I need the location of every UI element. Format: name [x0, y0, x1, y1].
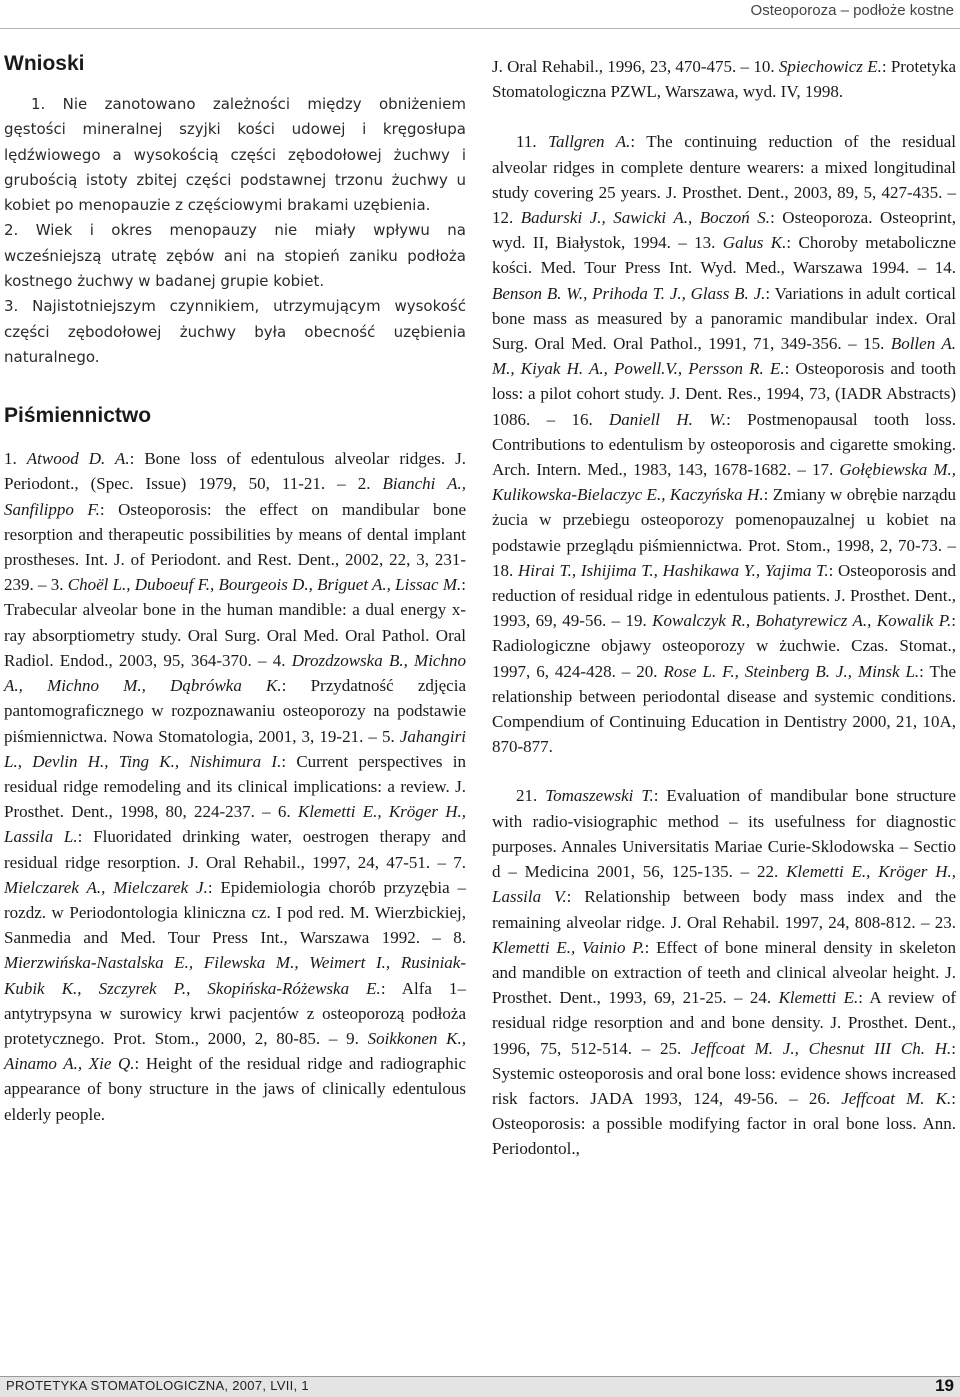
- reference-authors: Jeffcoat M. J., Chesnut III Ch. H.: [691, 1038, 952, 1058]
- reference-authors: Soikkonen K., Ainamo A., Xie Q.: [4, 1028, 466, 1074]
- reference-authors: Tomaszewski T.: [545, 786, 654, 806]
- journal-citation: PROTETYKA STOMATOLOGICZNA, 2007, LVII, 1: [6, 1378, 309, 1393]
- reference-list-left: [4, 446, 466, 1126]
- reference-text: : Radiologiczne objawy osteoporozy w żuchwie. Czas. Stomat., 1997, 6, 424-428. – 20.: [492, 611, 956, 681]
- reference-list-right-end: [492, 783, 956, 1161]
- reference-authors: Klemetti E.: [778, 988, 859, 1008]
- reference-text: : Protetyka Stomatologiczna PZWL, Warszawa, wyd. IV, 1998.: [492, 57, 957, 102]
- reference-authors: Galus K.: [722, 233, 787, 253]
- reference-text: : Current perspectives in residual ridge remodeling and its clinical implications: a review. J. Prosthet. Dent., 1998, 80, 224-237. – 6.: [4, 751, 466, 822]
- conclusion-item: 2. Wiek i okres menopauzy nie miały wpływu na wcześniejszą utratę zębów ani na stopień zaniku podłoża kostnego żuchwy w badanej grupie kobiet.: [4, 221, 466, 291]
- reference-text: : Postmenopausal tooth loss. Contributions to edentulism by osteoporosis and cigarette smoking. Arch. Intern. Med., 1983, 143, 1678-1682. – 17.: [492, 409, 956, 480]
- reference-text: : Effect of bone mineral density in skeleton and mandible on extraction of teeth and clinical alveolar height. J. Prosthet. Dent., 1993, 69, 21-25. – 24.: [492, 937, 956, 1008]
- reference-text: : Osteoporosis and tooth loss: a pilot cohort study. J. Dent. Res., 1994, 73, (IADR Abstracts) 1086. – 16.: [492, 359, 956, 429]
- left-column: [4, 52, 466, 1127]
- reference-authors: Tallgren A.: [548, 132, 631, 152]
- header-divider: [0, 28, 960, 29]
- page-number: 19: [935, 1376, 954, 1395]
- reference-list-continued: [492, 54, 956, 104]
- paragraph-gap: [492, 759, 956, 783]
- reference-text: : The continuing reduction of the residual alveolar ridges in complete denture wearers: a mixed longitudinal study covering 25 years. J. Prosthet. Dent., 2003, 89, 5, 427-435. – 12.: [492, 132, 956, 228]
- reference-text: : Variations in adult cortical bone mass as measured by a panoramic mandibular index. Oral Surg. Oral Med. Oral Pathol., 1991, 71, 349-356. – 15.: [492, 283, 957, 354]
- reference-authors: Klemetti E., Vainio P.: [492, 937, 645, 957]
- reference-text: J. Oral Rehabil., 1996, 23, 470-475. – 10.: [492, 57, 779, 76]
- reference-authors: Benson B. W., Prihoda T. J., Glass B. J.: [492, 283, 766, 303]
- reference-authors: Spiechowicz E.: [778, 57, 882, 76]
- reference-text: : Bone loss of edentulous alveolar ridges. J. Periodont., (Spec. Issue) 1979, 50, 11-21. – 2.: [4, 449, 466, 494]
- conclusions-heading: Wnioski: [4, 52, 85, 75]
- conclusion-item: 3. Najistotniejszym czynnikiem, utrzymującym wysokość części zębodołowej żuchwy była obecność uzębienia naturalnego.: [4, 297, 466, 366]
- right-column: [492, 54, 956, 1162]
- reference-authors: Hirai T., Ishijima T., Hashikawa Y., Yajima T.: [517, 560, 829, 580]
- reference-text: : Przydatność zdjęcia pantomograficznego w rozpoznawaniu osteoporozy na podstawie piśmiennictwa. Nowa Stomatologia, 2001, 3, 19-21. – 5.: [4, 676, 466, 746]
- reference-authors: Drozdzowska B., Michno A., Michno M., Dąbrówka K.: [4, 650, 466, 696]
- literature-heading: Piśmiennictwo: [4, 404, 152, 428]
- running-title: Osteoporoza – podłoże kostne: [750, 2, 954, 19]
- reference-text: : Epidemiologia chorób przyzębia – rozdz. w Periodontologia kliniczna cz. I pod red. M. Wierzbickiej, Sanmedia and Med. Tour Press Int., Warszawa 1992. – 8.: [4, 877, 467, 948]
- reference-authors: Daniell H. W.: [609, 409, 727, 429]
- reference-authors: Bollen A. M., Kiyak H. A., Powell.V., Persson R. E.: [492, 334, 956, 379]
- reference-authors: Mielczarek A., Mielczarek J.: [4, 877, 208, 897]
- reference-text: : Osteoporosis: the effect on mandibular bone resorption and therapeutic possibilities by means of dental implant prostheses. Int. J. of Periodont. and Rest. Dent., 2002, 22, 3, 231-239. – 3.: [4, 499, 466, 595]
- reference-text: : Height of the residual ridge and radiographic appearance of bony structure in the jaws of clinically edentulous elderly people.: [4, 1054, 466, 1124]
- conclusion-item: 1. Nie zanotowano zależności między obniżeniem gęstości mineralnej szyjki kości udowej i kręgosłupa lędźwiowego a wysokością części zębodołowej żuchwy i grubością istoty zbitej części podstawnej trzonu żuchwy u kobiet po menopauzie z częściowymi brakami uzębienia.: [4, 95, 466, 215]
- reference-text: : Osteoporosis: a possible modifying factor in oral bone loss. Ann. Periodontol.,: [492, 1088, 956, 1159]
- reference-authors: Jahangiri L., Devlin H., Ting K., Nishimura I.: [4, 726, 466, 771]
- reference-text: : The relationship between periodontal disease and systemic conditions. Compendium of Continuing Education in Dentistry 2000, 21, 10A, 870-877.: [492, 661, 956, 757]
- reference-authors: Kowalczyk R., Bohatyrewicz A., Kowalik P.: [652, 611, 952, 631]
- reference-list-right: [492, 129, 956, 759]
- reference-text: : Relationship between body mass index and the remaining alveolar ridge. J. Oral Rehabil. 1997, 24, 808-812. – 23.: [492, 887, 957, 932]
- reference-text: 11.: [516, 132, 549, 152]
- reference-text: : Choroby metaboliczne kości. Med. Tour Press Int. Wyd. Med., Warszawa 1994. – 14.: [492, 233, 956, 278]
- reference-authors: Jeffcoat M. K.: [841, 1088, 952, 1108]
- reference-text: : Osteoporosis and reduction of residual ridge in edentulous patients. J. Prosthet. Dent., 1993, 69, 49-56. – 19.: [492, 560, 957, 631]
- paragraph-gap: [492, 104, 956, 129]
- reference-authors: Mierzwińska-Nastalska E., Filewska M., Weimert I., Rusiniak-Kubik K., Szczyrek P., Skopińska-Różewska E.: [4, 953, 466, 998]
- reference-authors: Atwood D. A.: [26, 449, 130, 469]
- reference-authors: Klemetti E., Kröger H., Lassila L.: [4, 802, 466, 847]
- reference-text: : Zmiany w obrębie narządu żucia w przebiegu osteoporozy pomenopauzalnej u kobiet na podstawie przeglądu piśmiennictwa. Prot. Stom., 1998, 2, 70-73. – 18.: [492, 485, 956, 580]
- reference-authors: Klemetti E., Kröger H., Lassila V.: [492, 862, 956, 907]
- reference-text: : Osteoporoza. Osteoprint, wyd. II, Białystok, 1994. – 13.: [492, 208, 957, 253]
- reference-authors: Badurski J., Sawicki A., Boczoń S.: [520, 208, 771, 228]
- reference-text: : Alfa 1– antytrypsyna w surowicy krwi pacjentów z osteoporozą podłoża protetycznego. Prot. Stom., 2000, 2, 80-85. – 9.: [4, 978, 467, 1048]
- reference-authors: Rose L. F., Steinberg B. J., Minsk L.: [663, 661, 920, 681]
- reference-text: : Systemic osteoporosis and oral bone loss: evidence shows increased risk factors. JADA 1993, 124, 49-56. – 26.: [492, 1038, 956, 1108]
- reference-text: 21.: [516, 786, 546, 806]
- reference-text: : Evaluation of mandibular bone structure with radio-visiographic method – its usefulness for diagnostic purposes. Annales Universitatis Mariae Curie-Sklodowska – Sectio d – Medicina 2001, 56, 125-135. – 22.: [492, 786, 956, 882]
- reference-text: 1.: [4, 449, 27, 469]
- reference-text: : A review of residual ridge resorption and and bone density. J. Prosthet. Dent., 1996, 75, 512-514. – 25.: [492, 988, 957, 1058]
- reference-text: : Trabecular alveolar bone in the human mandible: a dual energy x-ray absorptiometry study. Oral Surg. Oral Med. Oral Pathol. Oral Radiol. Endod., 2003, 95, 364-370. – 4.: [4, 575, 466, 670]
- reference-text: : Fluoridated drinking water, oestrogen therapy and residual ridge resorption. J. Oral Rehabil., 1997, 24, 47-51. – 7.: [4, 827, 466, 872]
- reference-authors: Choël L., Duboeuf F., Bourgeois D., Briguet A., Lissac M.: [67, 575, 462, 595]
- reference-authors: Gołębiewska M., Kulikowska-Bielaczyc E., Kaczyńska H.: [492, 460, 956, 505]
- reference-authors: Bianchi A., Sanfilippo F.: [4, 474, 466, 519]
- page-footer: [0, 1376, 960, 1397]
